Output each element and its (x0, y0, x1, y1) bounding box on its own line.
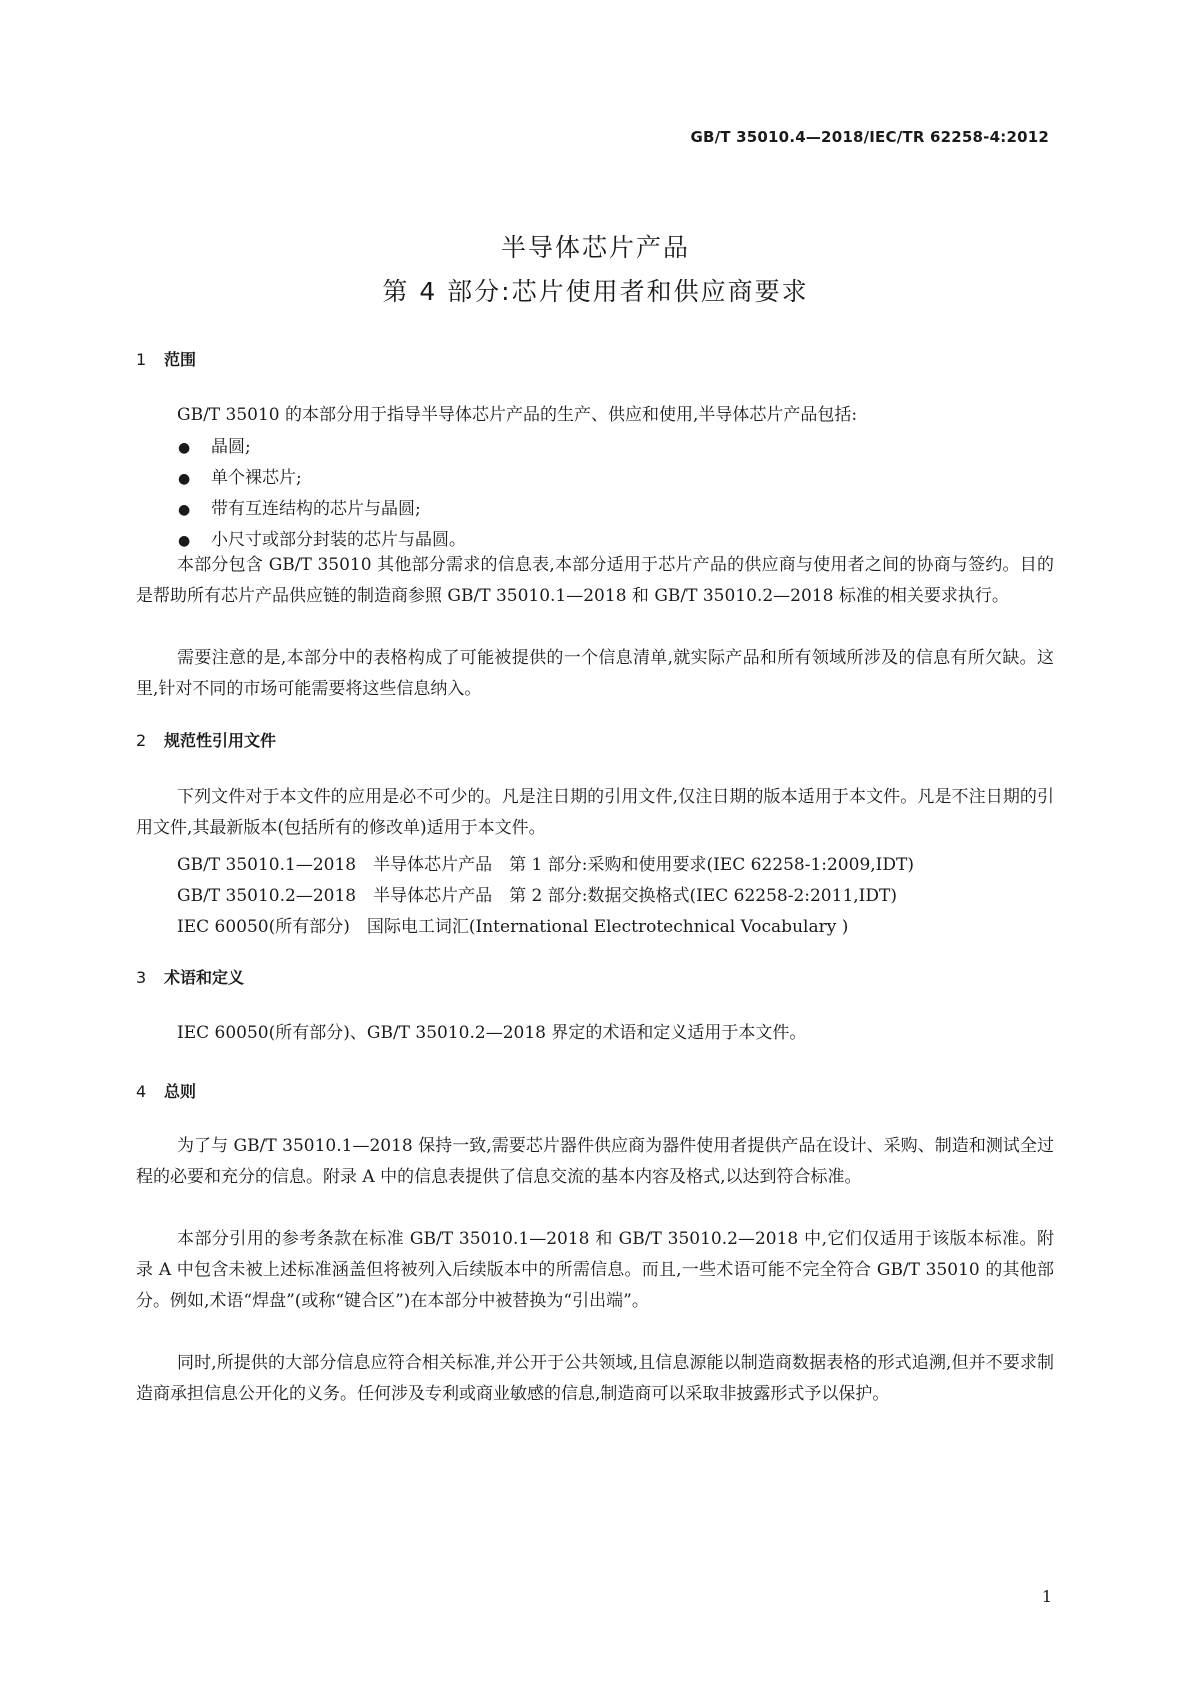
document-title: 半导体芯片产品 (500, 233, 690, 262)
section-number: 3 (136, 968, 147, 987)
standard-code-header: GB/T 35010.4—2018/IEC/TR 62258-4:2012 (690, 128, 1049, 146)
section-number: 1 (136, 350, 147, 369)
section-4-paragraph-3: 同时,所提供的大部分信息应符合相关标准,并公开于公共领域,且信息源能以制造商数据表格的形式追溯,但并不要求制造商承担信息公开化的义务。任何涉及专利或商业敏感的信息,制造商可以采取非披露形式予以保护。 (136, 1353, 1054, 1404)
section-title: 总则 (164, 1082, 197, 1101)
section-4-heading (136, 1079, 196, 1102)
bullet-icon: ● (178, 471, 191, 487)
section-number: 4 (136, 1082, 147, 1101)
document-subtitle: 第 4 部分:芯片使用者和供应商要求 (382, 277, 809, 306)
section-3-paragraph-1: IEC 60050(所有部分)、GB/T 35010.2—2018 界定的术语和定义适用于本文件。 (177, 1023, 807, 1043)
list-item: ● 晶圆; (178, 437, 251, 457)
bullet-icon: ● (178, 440, 191, 456)
section-2-paragraph-1: 下列文件对于本文件的应用是必不可少的。凡是注日期的引用文件,仅注日期的版本适用于本文件。凡是不注日期的引用文件,其最新版本(包括所有的修改单)适用于本文件。 (136, 787, 1054, 838)
section-4-paragraph-2: 本部分引用的参考条款在标准 GB/T 35010.1—2018 和 GB/T 35010.2—2018 中,它们仅适用于该版本标准。附录 A 中包含未被上述标准涵盖但将被列入后续版本中的所需信息。而且,一些术语可能不完全符合 GB/T 35010 的其他部分。例如,术语“焊盘”(或称“键合区”)在本部分中被替换为“引出端”。 (136, 1229, 1054, 1311)
section-title: 术语和定义 (164, 968, 245, 987)
section-3-heading (136, 965, 244, 988)
section-title: 规范性引用文件 (164, 731, 277, 750)
section-1-paragraph-3: 需要注意的是,本部分中的表格构成了可能被提供的一个信息清单,就实际产品和所有领域所涉及的信息有所欠缺。这里,针对不同的市场可能需要将这些信息纳入。 (136, 648, 1054, 699)
bullet-icon: ● (178, 533, 191, 549)
section-title: 范围 (164, 350, 197, 369)
section-1-paragraph-2: 本部分包含 GB/T 35010 其他部分需求的信息表,本部分适用于芯片产品的供应商与使用者之间的协商与签约。目的是帮助所有芯片产品供应链的制造商参照 GB/T 35010.1—2018 和 GB/T 35010.2—2018 标准的相关要求执行。 (136, 555, 1054, 606)
list-item: ● 带有互连结构的芯片与晶圆; (178, 499, 421, 519)
section-1-heading (136, 347, 196, 370)
list-item: ● 小尺寸或部分封装的芯片与晶圆。 (178, 530, 466, 550)
reference-item: IEC 60050(所有部分) 国际电工词汇(International Electrotechnical Vocabulary ) (177, 917, 849, 937)
list-item: ● 单个裸芯片; (178, 468, 302, 488)
reference-item: GB/T 35010.2—2018 半导体芯片产品 第 2 部分:数据交换格式(IEC 62258-2:2011,IDT) (177, 886, 897, 906)
bullet-icon: ● (178, 502, 191, 518)
reference-item: GB/T 35010.1—2018 半导体芯片产品 第 1 部分:采购和使用要求(IEC 62258-1:2009,IDT) (177, 855, 914, 875)
section-number: 2 (136, 731, 147, 750)
section-1-intro: GB/T 35010 的本部分用于指导半导体芯片产品的生产、供应和使用,半导体芯片产品包括: (177, 405, 858, 425)
section-2-heading (136, 728, 276, 751)
page-number: 1 (1041, 1587, 1052, 1606)
section-4-paragraph-1: 为了与 GB/T 35010.1—2018 保持一致,需要芯片器件供应商为器件使用者提供产品在设计、采购、制造和测试全过程的必要和充分的信息。附录 A 中的信息表提供了信息交流的基本内容及格式,以达到符合标准。 (136, 1136, 1054, 1187)
